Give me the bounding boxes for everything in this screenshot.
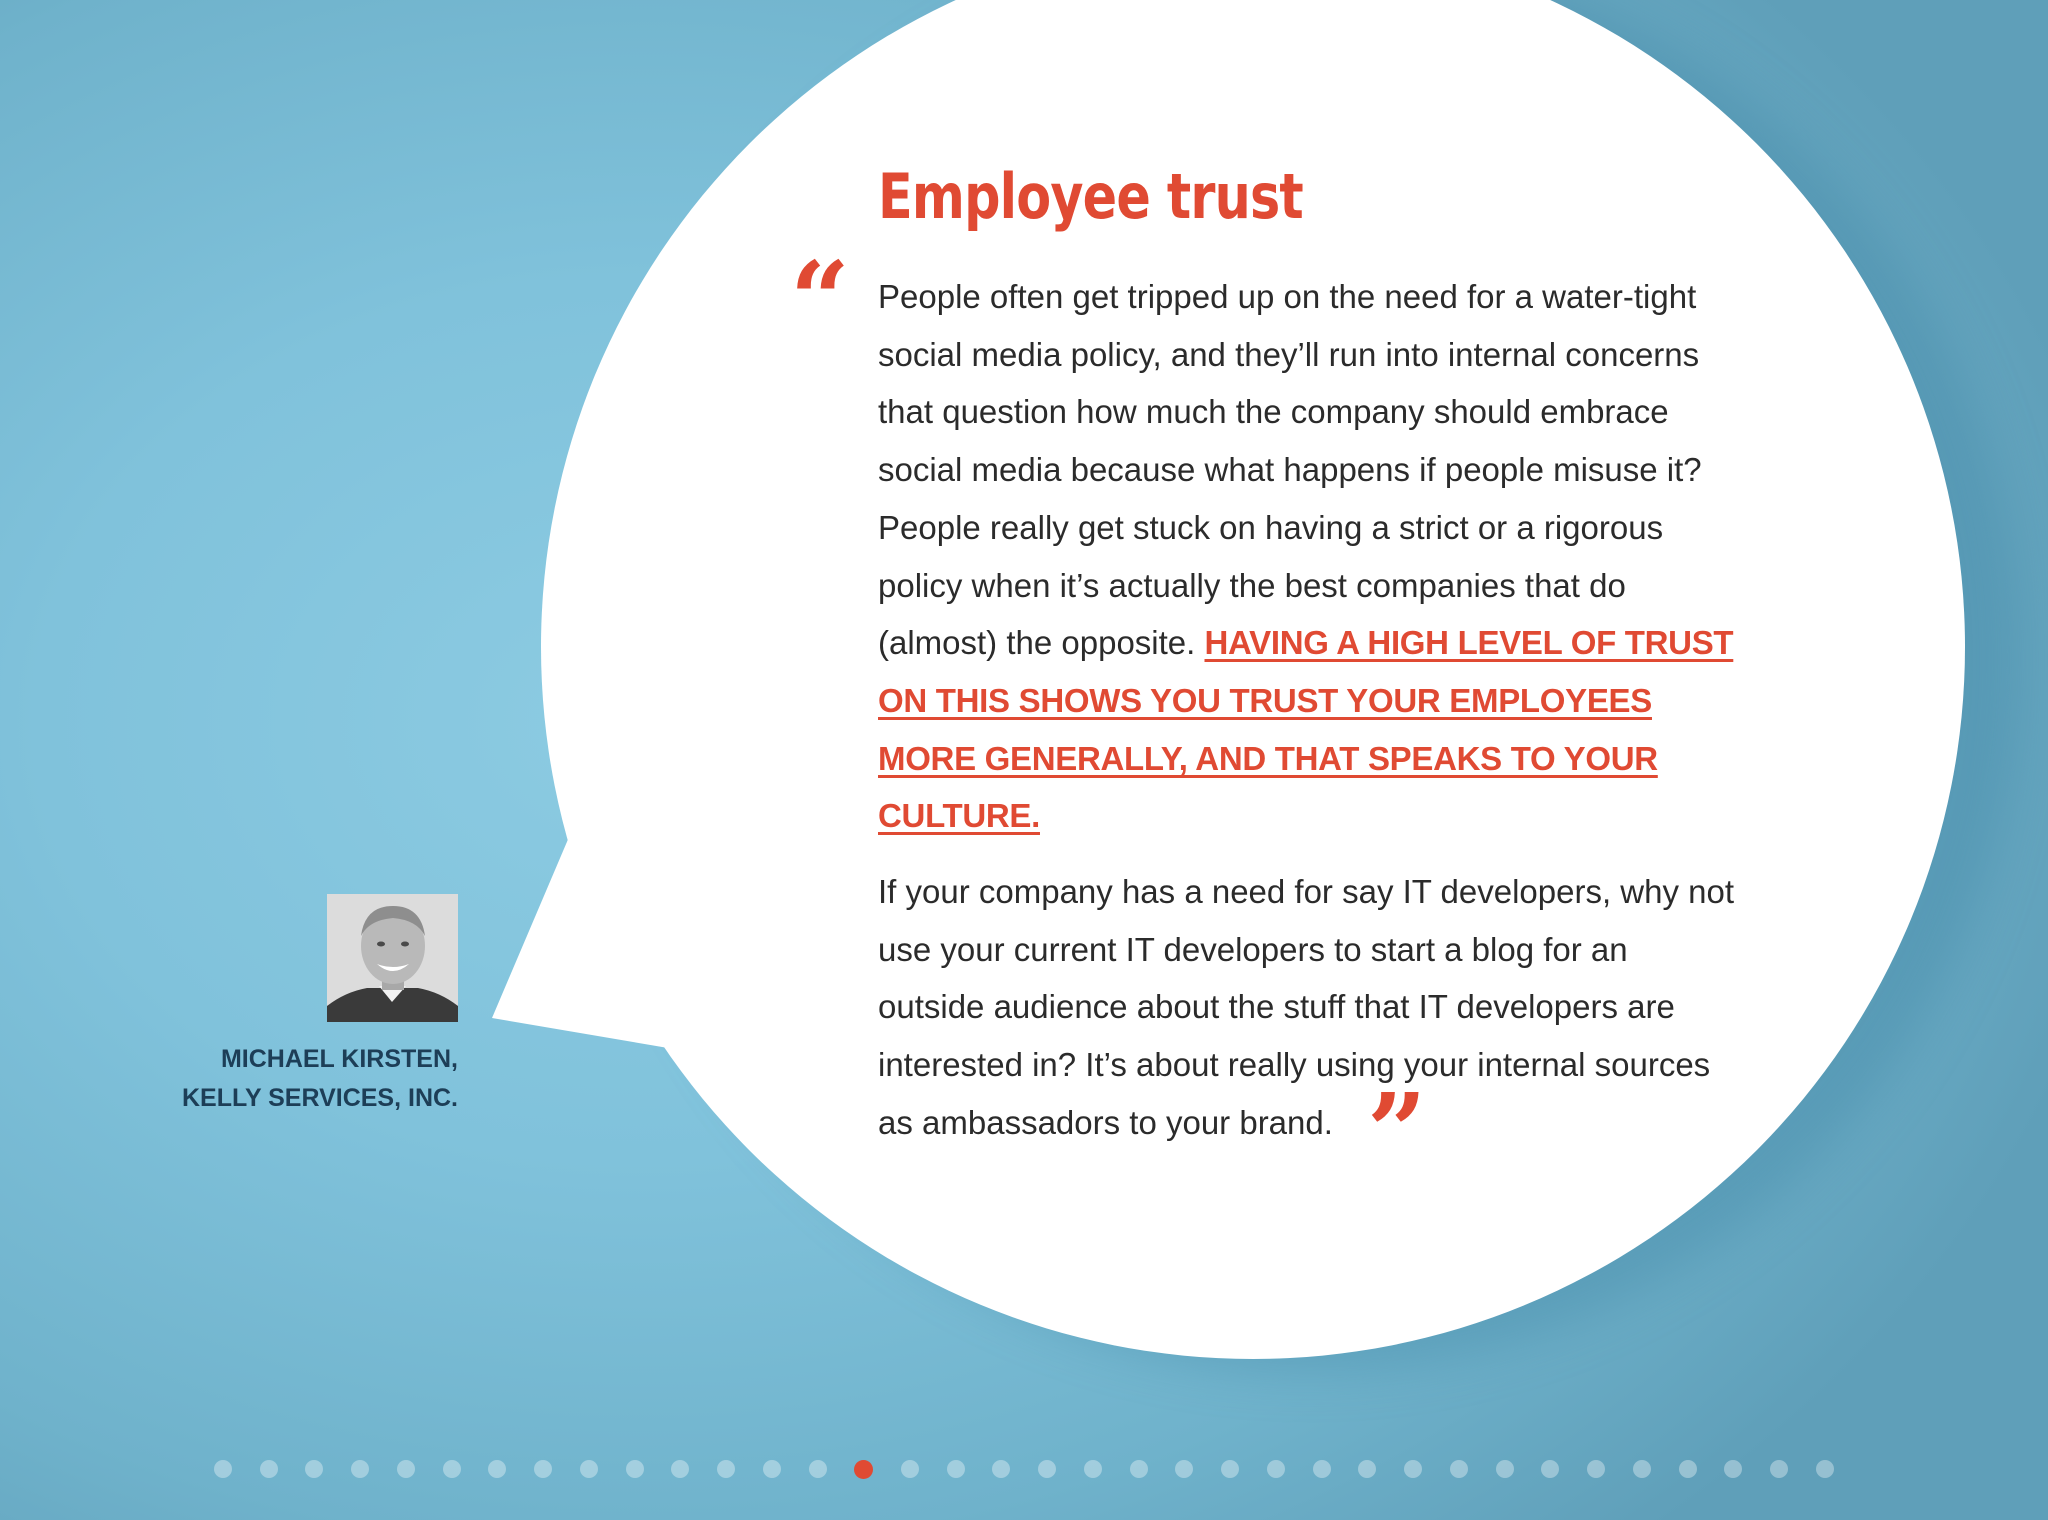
page-dot[interactable] xyxy=(351,1460,369,1478)
page-dot[interactable] xyxy=(1084,1460,1102,1478)
page-dot[interactable] xyxy=(1724,1460,1742,1478)
page-dot[interactable] xyxy=(580,1460,598,1478)
page-dot[interactable] xyxy=(1770,1460,1788,1478)
quote-body xyxy=(878,268,1738,1193)
page-dot[interactable] xyxy=(488,1460,506,1478)
page-dot[interactable] xyxy=(1358,1460,1376,1478)
quote-paragraph-1-text: People often get tripped up on the need for a water-tight social media policy, and they’ll run into internal concerns that question how much the company should embrace social media because what happens if people misuse it? People really get stuck on having a strict or a rigorous policy when it’s actually the best companies that do (almost) the opposite. xyxy=(878,278,1702,662)
page-dot[interactable] xyxy=(947,1460,965,1478)
page-dot[interactable] xyxy=(1313,1460,1331,1478)
page-dot[interactable] xyxy=(809,1460,827,1478)
page-dot[interactable] xyxy=(717,1460,735,1478)
page-dot[interactable] xyxy=(1587,1460,1605,1478)
quote-paragraph-2: If your company has a need for say IT developers, why not use your current IT developers to start a blog for an outside audience about the stuff that IT developers are interested in? It’s about really using your internal sources as ambassadors to your brand. ” xyxy=(878,873,1735,1193)
page-dot[interactable] xyxy=(763,1460,781,1478)
page-dot[interactable] xyxy=(1679,1460,1697,1478)
page-dot[interactable] xyxy=(1496,1460,1514,1478)
page-dot[interactable] xyxy=(260,1460,278,1478)
page-dot[interactable] xyxy=(1038,1460,1056,1478)
page-indicator xyxy=(214,1455,1834,1483)
page-dot[interactable] xyxy=(1450,1460,1468,1478)
page-title: Employee trust xyxy=(878,160,1303,233)
page-dot[interactable] xyxy=(626,1460,644,1478)
quote-highlight-link[interactable]: HAVING A HIGH LEVEL OF TRUST ON THIS SHOWS YOU TRUST YOUR EMPLOYEES MORE GENERALLY, AND THAT SPEAKS TO YOUR CULTURE. xyxy=(878,624,1734,835)
page-dot[interactable] xyxy=(1633,1460,1651,1478)
page-dot[interactable] xyxy=(901,1460,919,1478)
page-dot-active[interactable] xyxy=(854,1460,873,1479)
page-dot[interactable] xyxy=(1175,1460,1193,1478)
page-dot[interactable] xyxy=(397,1460,415,1478)
page-dot[interactable] xyxy=(214,1460,232,1478)
avatar xyxy=(327,894,458,1022)
page-dot[interactable] xyxy=(1221,1460,1239,1478)
quote-paragraph-2-text: If your company has a need for say IT developers, why not use your current IT developers to start a blog for an outside audience about the stuff that IT developers are interested in? It’s about really using your internal sources as ambassadors to your brand. xyxy=(878,873,1735,1141)
page-dot[interactable] xyxy=(443,1460,461,1478)
speaker-name xyxy=(182,1040,458,1118)
speaker-name-line1: MICHAEL KIRSTEN, xyxy=(220,1045,458,1073)
page-dot[interactable] xyxy=(1541,1460,1559,1478)
page-dot[interactable] xyxy=(1130,1460,1148,1478)
page-dot[interactable] xyxy=(992,1460,1010,1478)
quote-paragraph-1 xyxy=(878,268,1738,845)
person-photo-icon xyxy=(327,894,458,1022)
speaker-company: KELLY SERVICES, INC. xyxy=(181,1084,458,1112)
page-dot[interactable] xyxy=(671,1460,689,1478)
page-dot[interactable] xyxy=(305,1460,323,1478)
page-dot[interactable] xyxy=(1267,1460,1285,1478)
page-dot[interactable] xyxy=(1816,1460,1834,1478)
page-dot[interactable] xyxy=(534,1460,552,1478)
page-dot[interactable] xyxy=(1404,1460,1422,1478)
open-quote-icon: “ xyxy=(790,238,850,361)
